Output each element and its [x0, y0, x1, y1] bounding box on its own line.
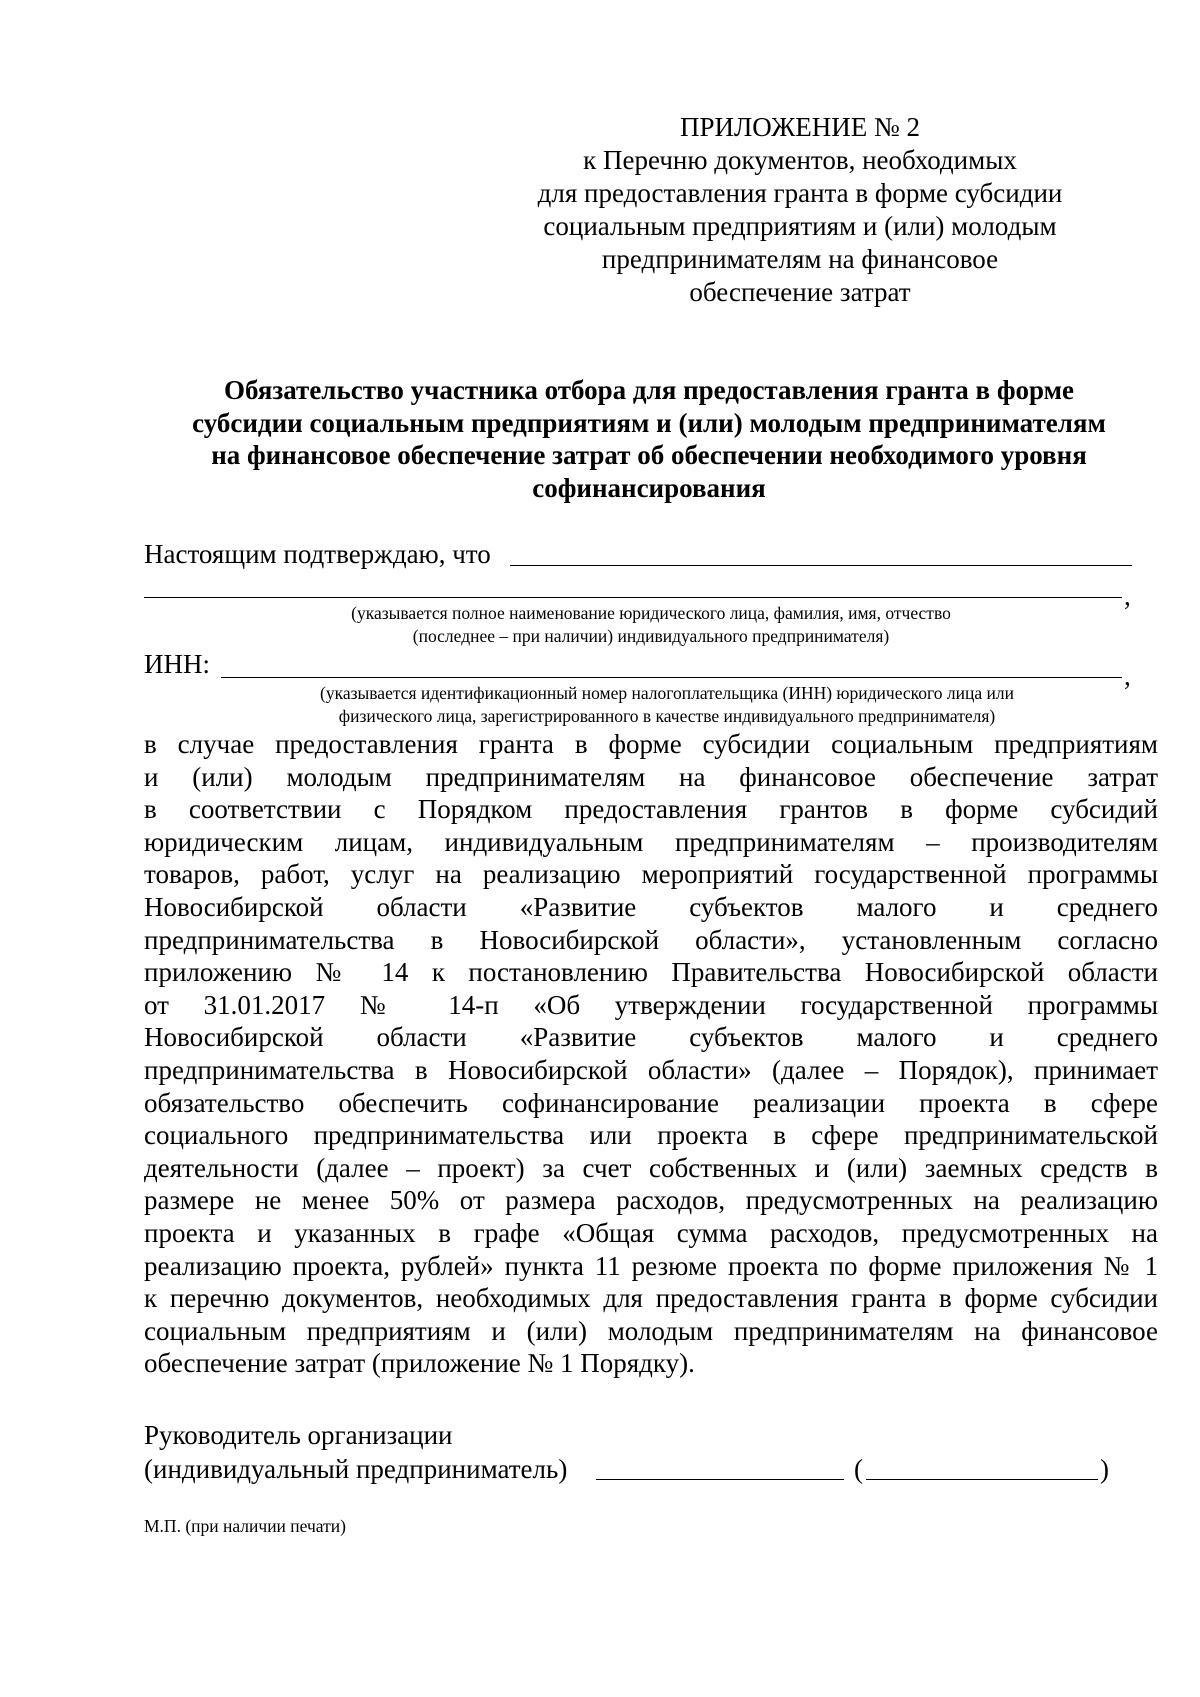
obligation-paragraph [144, 728, 1158, 1380]
signature-title: Руководитель организации [144, 1420, 453, 1450]
paragraph-line: социального предпринимательства или проекта в сфере предпринимательской [144, 1120, 1158, 1151]
signature-subtitle: (индивидуальный предприниматель) [144, 1454, 568, 1484]
paragraph-line: Новосибирской области «Развитие субъектов малого и среднего [144, 891, 1158, 922]
appendix-line: к Перечню документов, необходимых [583, 145, 1017, 175]
organization-name-field[interactable] [510, 565, 1132, 566]
inn-field[interactable] [221, 677, 1122, 678]
paragraph-line: Новосибирской области «Развитие субъектов малого и среднего [144, 1022, 1158, 1053]
appendix-header [500, 111, 1100, 309]
confirm-label: Настоящим подтверждаю, что [144, 539, 491, 569]
paragraph-line: в случае предоставления гранта в форме субсидии социальным предприятиям [144, 729, 1158, 759]
paragraph-line: деятельности (далее – проект) за счет собственных и (или) заемных средств в [144, 1152, 1158, 1183]
paragraph-line: социальным предприятиям и (или) молодым предпринимателям на финансовое [144, 1315, 1158, 1346]
appendix-line: социальным предприятиям и (или) молодым [543, 211, 1057, 241]
paragraph-line: от 31.01.2017 № 14-п «Об утверждении государственной программы [144, 989, 1158, 1020]
hint-line: (указывается идентификационный номер налогоплательщика (ИНН) юридического лица или [320, 683, 1014, 703]
inn-hint [160, 682, 1174, 728]
paragraph-line: в соответствии с Порядком предоставления грантов в форме субсидий [144, 794, 1158, 825]
inn-label: ИНН: [144, 649, 210, 679]
paragraph-line: проекта и указанных в графе «Общая сумма расходов, предусмотренных на [144, 1217, 1158, 1248]
close-paren: ) [1100, 1454, 1109, 1484]
paragraph-line: размере не менее 50% от размера расходов, предусмотренных на реализацию [144, 1185, 1158, 1216]
hint-line: (указывается полное наименование юридического лица, фамилия, имя, отчество [351, 603, 951, 623]
inn-row [144, 647, 210, 681]
paragraph-line: реализацию проекта, рублей» пункта 11 резюме проекта по форме приложения № 1 [144, 1250, 1158, 1281]
document-title [140, 374, 1158, 504]
title-line: на финансовое обеспечение затрат об обеспечении необходимого уровня [211, 440, 1087, 470]
paragraph-line: обеспечение затрат (приложение № 1 Порядку). [144, 1348, 695, 1379]
title-line: субсидии социальным предприятиям и (или) молодым предпринимателям [192, 407, 1106, 438]
appendix-line: предпринимателям на финансовое [601, 244, 999, 274]
appendix-number: ПРИЛОЖЕНИЕ № 2 [679, 112, 921, 142]
paragraph-line: предпринимательства в Новосибирской области», установленным согласно [144, 924, 1158, 955]
organization-name-field-continued[interactable] [144, 597, 1122, 598]
signature-field[interactable] [596, 1479, 844, 1480]
paragraph-line: и (или) молодым предпринимателям на финансовое обеспечение затрат [144, 761, 1158, 792]
organization-name-hint [144, 602, 1158, 648]
title-line: Обязательство участника отбора для предоставления гранта в форме [223, 375, 1075, 405]
comma: , [1124, 581, 1131, 611]
signatory-name-field[interactable] [866, 1479, 1098, 1480]
title-line: софинансирования [532, 472, 766, 503]
open-paren: ( [854, 1454, 863, 1484]
paragraph-line: к перечню документов, необходимых для предоставления гранта в форме субсидии [144, 1283, 1158, 1314]
appendix-line: для предоставления гранта в форме субсидии [537, 178, 1063, 208]
hint-line: (последнее – при наличии) индивидуального предпринимателя) [412, 626, 890, 646]
paragraph-line: приложению № 14 к постановлению Правительства Новосибирской области [144, 957, 1158, 988]
appendix-line: обеспечение затрат [689, 277, 911, 307]
signature-block [144, 1418, 567, 1486]
comma: , [1124, 661, 1131, 691]
hint-line: физического лица, зарегистрированного в качестве индивидуального предпринимателя) [338, 706, 996, 726]
paragraph-line: юридическим лицам, индивидуальным предпринимателям – производителям [144, 826, 1158, 857]
paragraph-line: обязательство обеспечить софинансирование реализации проекта в сфере [144, 1087, 1158, 1118]
stamp-note: М.П. (при наличии печати) [144, 1516, 346, 1536]
paragraph-line: предпринимательства в Новосибирской области» (далее – Порядок), принимает [144, 1054, 1158, 1085]
paragraph-line: товаров, работ, услуг на реализацию мероприятий государственной программы [144, 859, 1158, 890]
